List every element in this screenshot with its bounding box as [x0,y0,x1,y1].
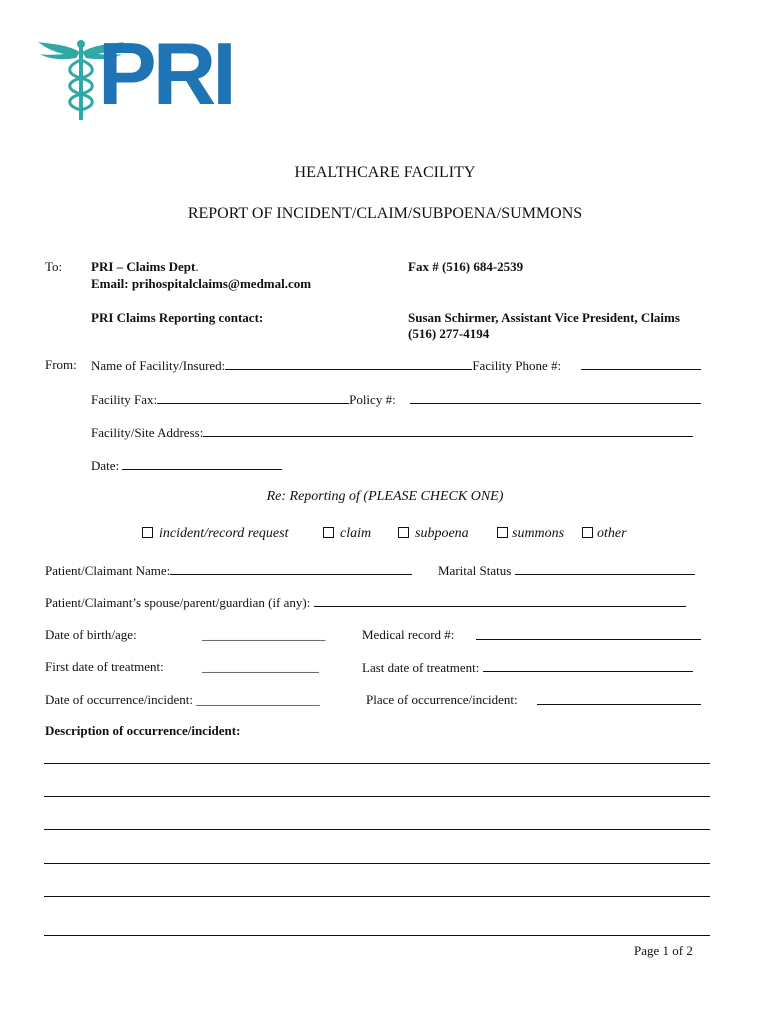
dob-label: Date of birth/age: [45,627,137,642]
facility-name-row [91,357,561,374]
occurrence-place-label: Place of occurrence/incident: [366,692,518,707]
checkbox-subpoena[interactable] [398,527,409,538]
description-line-1[interactable] [44,763,710,764]
last-treatment-row [362,659,693,676]
facility-name-field[interactable] [225,357,472,370]
to-dept-dot: . [195,259,199,274]
dob-field[interactable]: ___________________ [202,627,326,642]
last-treatment-field[interactable] [483,659,693,672]
to-email [91,276,311,292]
facility-phone-label: Facility Phone #: [472,358,562,373]
occurrence-date-label: Date of occurrence/incident: [45,692,193,707]
to-dept-name: PRI – Claims Dept [91,259,196,274]
checkbox-summons[interactable] [497,527,508,538]
occurrence-date-row [45,692,320,708]
option-subpoena[interactable] [398,526,469,542]
marital-field[interactable] [515,562,695,575]
reporting-heading: Re: Reporting of (PLEASE CHECK ONE) [266,489,504,504]
last-treatment-label: Last date of treatment: [362,660,480,675]
patient-name-field[interactable] [170,562,412,575]
date-row [91,457,282,474]
policy-field[interactable] [410,391,701,404]
option-subpoena-label: subpoena [415,526,469,541]
logo-text: PRI [98,24,233,123]
description-line-4[interactable] [44,863,710,864]
facility-fax-row [91,391,396,408]
marital-row [438,562,695,579]
date-field[interactable] [122,457,282,470]
to-dept [91,259,199,275]
date-label: Date: [91,458,120,473]
occurrence-place-field[interactable] [537,692,701,705]
facility-fax-label: Facility Fax: [91,392,158,407]
checkbox-incident[interactable] [142,527,153,538]
occurrence-date-field[interactable]: ___________________ [196,692,320,707]
description-label: Description of occurrence/incident: [45,723,241,738]
medical-record-label: Medical record #: [362,627,455,642]
email-value[interactable]: : prihospitalclaims@medmal.com [124,276,312,291]
address-row [91,424,693,441]
form-title-line2: REPORT OF INCIDENT/CLAIM/SUBPOENA/SUMMONS [187,205,583,222]
spouse-field[interactable] [314,594,686,607]
contact-name: Susan Schirmer, Assistant Vice President, Claims [408,310,680,325]
spouse-row [45,594,686,611]
spouse-label: Patient/Claimant’s spouse/parent/guardian (if any): [45,595,311,610]
policy-label: Policy #: [349,392,396,407]
first-treatment-label: First date of treatment: [45,659,164,674]
facility-name-label: Name of Facility/Insured: [91,358,226,373]
patient-name-row [45,562,412,579]
email-label: Email [91,276,125,291]
option-claim-label: claim [340,526,372,541]
option-other[interactable] [582,526,627,542]
option-other-label: other [597,526,627,541]
contact-phone: (516) 277-4194 [408,326,490,341]
to-fax: Fax # (516) 684-2539 [408,259,524,274]
marital-label: Marital Status [438,563,512,578]
pri-logo [36,24,233,123]
description-line-5[interactable] [44,896,710,897]
contact-label: PRI Claims Reporting contact: [91,310,264,325]
form-title-line1: HEALTHCARE FACILITY [294,164,476,181]
checkbox-other[interactable] [582,527,593,538]
checkbox-claim[interactable] [323,527,334,538]
option-summons-label: summons [512,526,565,541]
address-label: Facility/Site Address: [91,425,204,440]
facility-phone-field[interactable] [581,357,701,370]
facility-fax-field[interactable] [157,391,349,404]
option-incident-label: incident/record request [159,526,289,541]
description-line-6[interactable] [44,935,710,936]
option-summons[interactable] [497,526,564,542]
from-label: From: [45,357,77,372]
patient-name-label: Patient/Claimant Name: [45,563,171,578]
option-incident[interactable] [142,526,288,542]
option-claim[interactable] [323,526,371,542]
medical-record-field[interactable] [476,627,701,640]
address-field[interactable] [203,424,693,437]
first-treatment-field[interactable]: __________________ [202,659,319,674]
to-label: To: [45,259,63,274]
page-number: Page 1 of 2 [634,943,693,958]
description-line-3[interactable] [44,829,710,830]
description-line-2[interactable] [44,796,710,797]
